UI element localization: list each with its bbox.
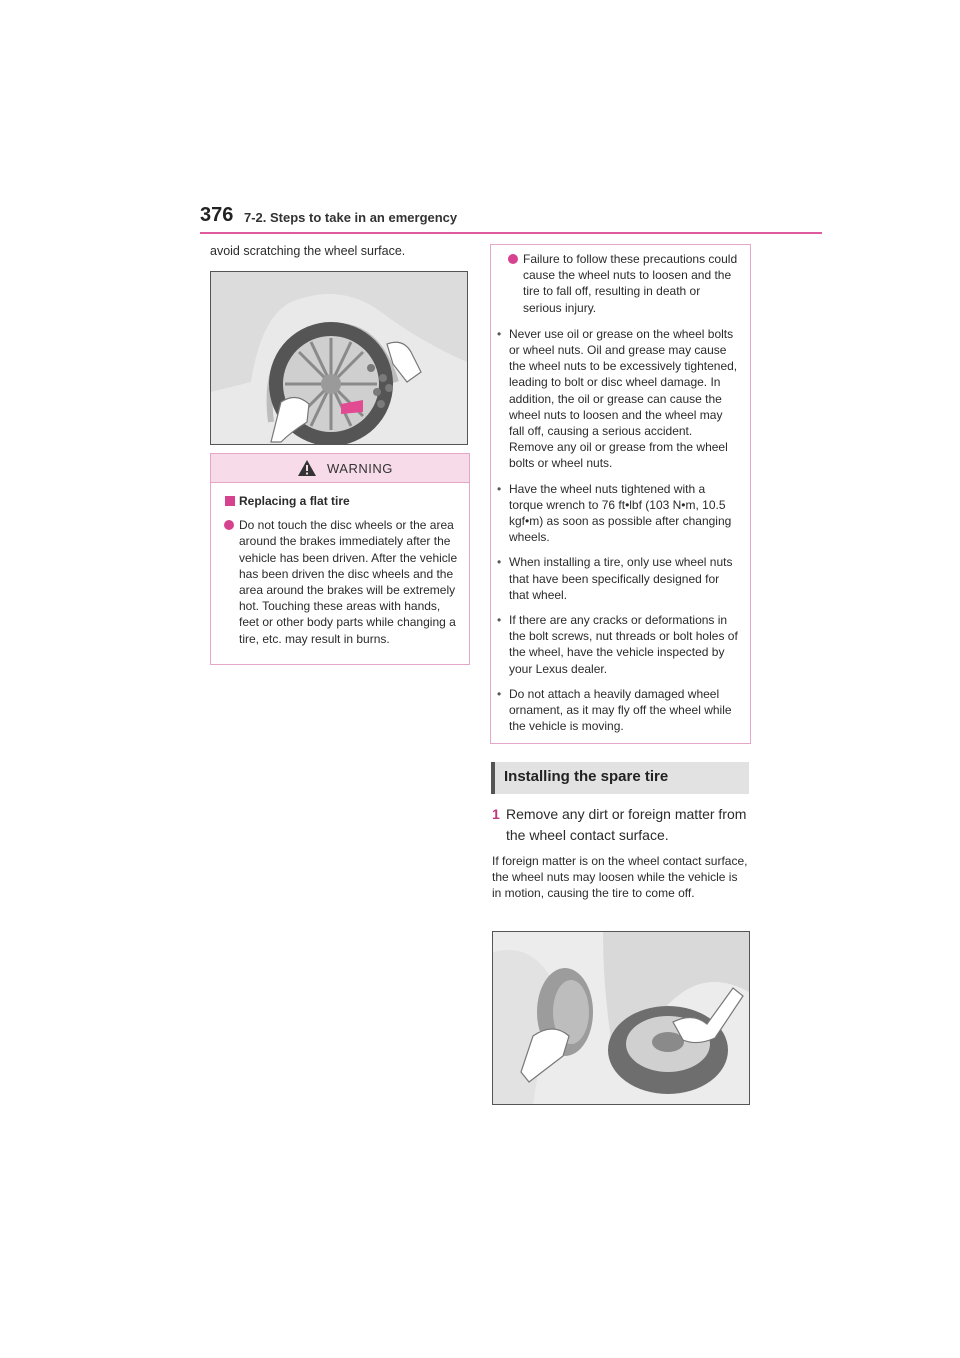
warning-paragraph-text: Do not touch the disc wheels or the area around the brakes immediately after the vehicle has been driven. After the vehicle has been driven the disc wheels and the area around the brakes will be extremely hot. Touching these areas with hands, feet or other body parts while changing a tire, etc. may result in burns. bbox=[239, 518, 458, 646]
list-item: • When installing a tire, only use wheel nuts that have been specifically designed for that wheel. bbox=[509, 554, 740, 603]
warning-box bbox=[210, 453, 470, 665]
heading-bar bbox=[491, 762, 495, 794]
left-column bbox=[210, 244, 470, 258]
install-heading-text: Installing the spare tire bbox=[504, 768, 669, 785]
warning-bullet-list bbox=[509, 326, 740, 735]
page-number: 376 bbox=[200, 204, 234, 226]
list-item: • Do not attach a heavily damaged wheel ornament, as it may fly off the wheel while the vehicle is moving. bbox=[509, 686, 740, 735]
header-rule bbox=[200, 232, 822, 234]
warning-continued-box bbox=[490, 244, 751, 744]
install-spare-heading bbox=[491, 762, 749, 794]
contact-surface-cleaning-illustration bbox=[492, 931, 750, 1105]
step-1 bbox=[492, 804, 750, 846]
warning-lead-text: Failure to follow these precautions could cause the wheel nuts to loosen and the tire to fall off, resulting in death or serious injury. bbox=[523, 252, 738, 315]
warning-paragraph bbox=[225, 517, 459, 647]
intro-text: avoid scratching the wheel surface. bbox=[210, 244, 406, 258]
list-item: • Never use oil or grease on the wheel bolts or wheel nuts. Oil and grease may cause the wheel nuts to be excessively tightened, leading to bolt or disc wheel damage. In addition, the oil or grease can cause the wheel nuts to loosen and the wheel may fall off, causing a serious accident. Remove any oil or grease from the wheel bolts or wheel nuts. bbox=[509, 326, 740, 472]
warning-triangle-icon bbox=[297, 459, 317, 477]
wheel-removal-illustration bbox=[210, 271, 468, 445]
step-note: If foreign matter is on the wheel contact surface, the wheel nuts may loosen while the vehicle is in motion, causing the tire to come off. bbox=[492, 854, 748, 901]
bullet-dot-icon bbox=[224, 520, 234, 530]
step-number: 1 bbox=[492, 806, 500, 822]
warning-label: WARNING bbox=[327, 461, 393, 476]
page-header bbox=[200, 204, 822, 234]
warning-title: Replacing a flat tire bbox=[225, 493, 459, 509]
warning-lead bbox=[509, 251, 740, 316]
list-item: • Have the wheel nuts tightened with a torque wrench to 76 ft•lbf (103 N•m, 10.5 kgf•m) as soon as possible after changing wheels. bbox=[509, 481, 740, 546]
section-title: 7-2. Steps to take in an emergency bbox=[244, 210, 458, 225]
warning-header bbox=[211, 454, 469, 483]
step-text: Remove any dirt or foreign matter from the wheel contact surface. bbox=[506, 806, 747, 843]
list-item: • If there are any cracks or deformations in the bolt screws, nut threads or bolt holes of the wheel, have the vehicle inspected by your Lexus dealer. bbox=[509, 612, 740, 677]
bullet-dot-icon bbox=[508, 254, 518, 264]
